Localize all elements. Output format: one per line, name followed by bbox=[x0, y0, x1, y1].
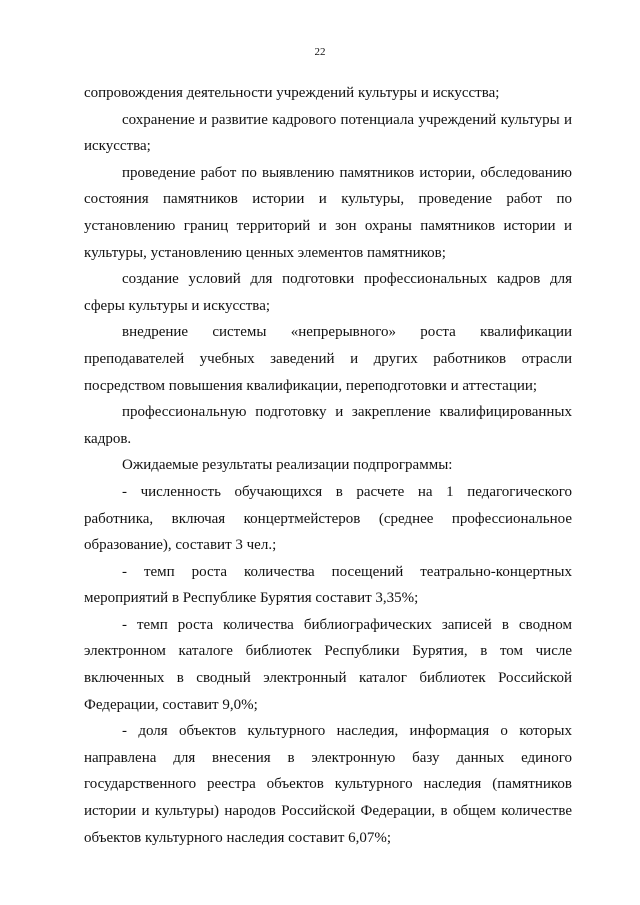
document-body bbox=[84, 80, 572, 851]
paragraph: профессиональную подготовку и закрепление квалифицированных кадров. bbox=[84, 404, 572, 447]
paragraph: - темп роста количества посещений театрально-концертных мероприятий в Республике Бурятия составит 3,35%; bbox=[84, 563, 572, 607]
paragraph: - численность обучающихся в расчете на 1 педагогического работника, включая концертмейстеров (среднее профессиональное образование), составит 3 чел.; bbox=[84, 483, 572, 554]
paragraph: создание условий для подготовки профессиональных кадров для сферы культуры и искусства; bbox=[84, 271, 572, 314]
paragraph: - темп роста количества библиографических записей в сводном электронном каталоге библиотек Республики Бурятия, в том числе включенных в сводный электронный каталог библиотек Российской Федерации, составит 9,0%; bbox=[84, 616, 572, 713]
page-number: 22 bbox=[314, 46, 326, 58]
paragraph: проведение работ по выявлению памятников истории, обследованию состояния памятников истории и культуры, проведение работ по установлению границ территорий и зон охраны памятников истории и культуры, установлению ценных элементов памятников; bbox=[84, 164, 572, 261]
paragraph: Ожидаемые результаты реализации подпрограммы: bbox=[122, 457, 453, 474]
paragraph: сопровождения деятельности учреждений культуры и искусства; bbox=[84, 85, 500, 101]
paragraph: - доля объектов культурного наследия, информация о которых направлена для внесения в электронную базу данных единого государственного реестра объектов культурного наследия (памятников истории и культуры) народов Российской Федерации, в общем количестве объектов культурного наследия составит 6,07%; bbox=[84, 723, 572, 846]
paragraph: внедрение системы «непрерывного» роста квалификации преподавателей учебных заведений и других работников отрасли посредством повышения квалификации, переподготовки и аттестации; bbox=[84, 324, 572, 394]
paragraph: сохранение и развитие кадрового потенциала учреждений культуры и искусства; bbox=[84, 111, 572, 155]
